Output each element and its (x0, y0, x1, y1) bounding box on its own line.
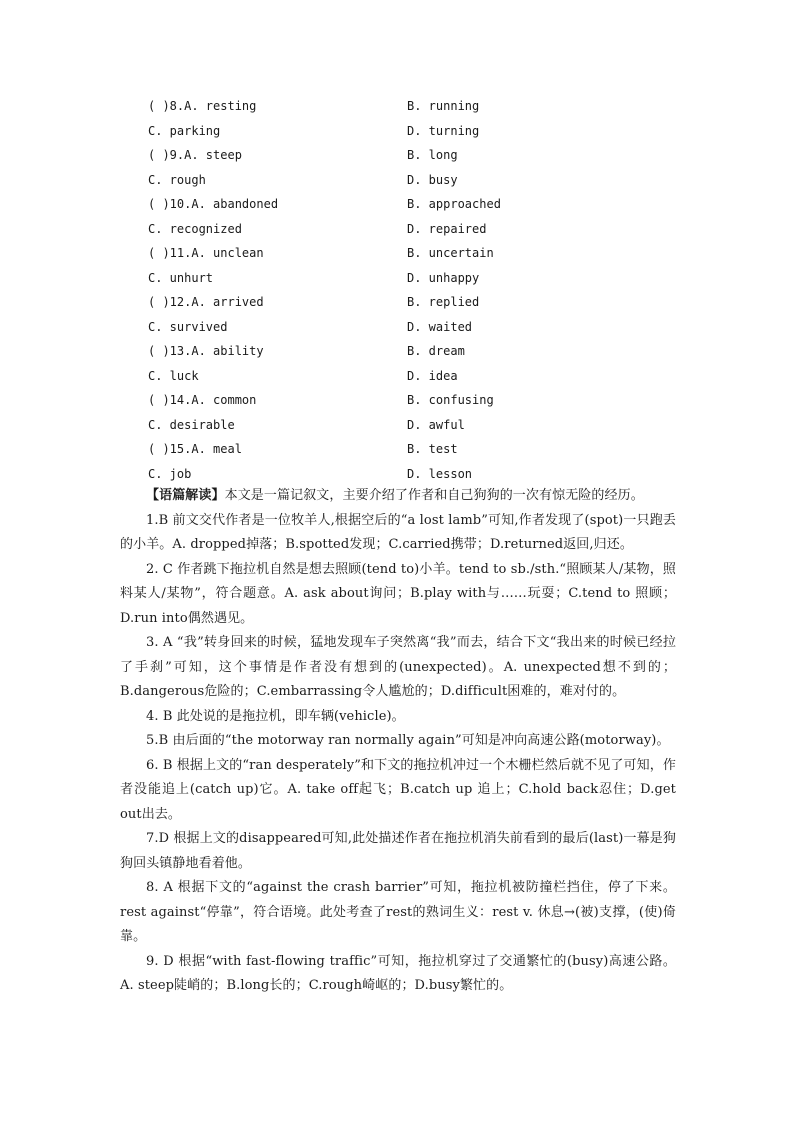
option-left: ( )9.A. steep (148, 148, 242, 162)
option-left: ( )14.A. common (148, 393, 257, 407)
analysis-item: 7.D 根据上文的disappeared可知,此处描述作者在拖拉机消失前看到的最后(last)一幕是狗狗回头镇静地看着他。 (120, 831, 676, 871)
option-right: D. busy (407, 172, 458, 187)
analysis-title: 【语篇解读】 (146, 488, 225, 503)
option-right: D. idea (407, 368, 458, 383)
option-left: ( )13.A. ability (148, 344, 264, 358)
option-row (148, 145, 688, 170)
option-left: C. luck (148, 368, 199, 383)
option-left: ( )12.A. arrived (148, 295, 264, 309)
option-row (148, 219, 688, 244)
answer-options (148, 96, 688, 488)
option-row (148, 292, 688, 317)
option-right: D. waited (407, 319, 473, 334)
option-right: B. long (407, 148, 458, 162)
option-left: C. job (148, 466, 192, 481)
passage-analysis (120, 484, 676, 999)
option-right: B. replied (407, 295, 480, 309)
option-right: B. uncertain (407, 246, 494, 260)
option-right: B. approached (407, 197, 501, 211)
option-left: ( )10.A. abandoned (148, 197, 279, 211)
option-right: B. running (407, 99, 480, 113)
analysis-item: 3. A “我”转身回来的时候，猛地发现车子突然离“我”而去，结合下文“我出来的时候已经拉了手刹”可知，这个事情是作者没有想到的(unexpected)。A. unexpected想不到的；B.dangerous危险的；C.embarrassing令人尴尬的；D.difficult困难的，难对付的。 (120, 635, 676, 699)
option-left: C. parking (148, 123, 221, 138)
analysis-item: 5.B 由后面的“the motorway ran normally again”可知是冲向高速公路(motorway)。 (146, 733, 670, 748)
option-row (148, 268, 688, 293)
option-left: ( )15.A. meal (148, 442, 242, 456)
option-right: B. dream (407, 344, 465, 358)
option-right: D. awful (407, 417, 465, 432)
option-right: B. confusing (407, 393, 494, 407)
option-row (148, 121, 688, 146)
option-row (148, 317, 688, 342)
option-row (148, 96, 688, 121)
option-right: B. test (407, 442, 458, 456)
option-row (148, 194, 688, 219)
option-row (148, 341, 688, 366)
option-row (148, 366, 688, 391)
option-row (148, 439, 688, 464)
option-left: ( )11.A. unclean (148, 246, 264, 260)
analysis-item: 1.B 前文交代作者是一位牧羊人,根据空后的“a lost lamb”可知,作者发现了(spot)一只跑丢的小羊。A. dropped掉落；B.spotted发现；C.carried携带；D.returned返回,归还。 (120, 512, 676, 552)
option-row (148, 390, 688, 415)
option-left: ( )8.A. resting (148, 99, 257, 113)
option-left: C. survived (148, 319, 228, 334)
analysis-item: 8. A 根据下文的“against the crash barrier”可知，拖拉机被防撞栏挡住，停了下来。rest against“停靠”，符合语境。此处考查了rest的熟词生义：rest v. 休息→(被)支撑，(使)倚靠。 (120, 880, 676, 944)
option-left: C. recognized (148, 221, 242, 236)
option-right: D. repaired (407, 221, 487, 236)
analysis-item: 9. D 根据“with fast-flowing traffic”可知，拖拉机穿过了交通繁忙的(busy)高速公路。A. steep陡峭的；B.long长的；C.rough崎岖的；D.busy繁忙的。 (120, 953, 676, 993)
option-right: D. unhappy (407, 270, 480, 285)
option-right: D. lesson (407, 466, 473, 481)
analysis-item: 2. C 作者跳下拖拉机自然是想去照顾(tend to)小羊。tend to sb./sth.“照顾某人/某物，照料某人/某物”，符合题意。A. ask about询问；B.play with与……玩耍；C.tend to 照顾；D.run into偶然遇见。 (120, 561, 676, 626)
analysis-item: 6. B 根据上文的“ran desperately”和下文的拖拉机冲过一个木栅栏然后就不见了可知，作者没能追上(catch up)它。A. take off起飞；B.catch up 追上；C.hold back忍住；D.get out出去。 (120, 757, 676, 822)
option-left: C. unhurt (148, 270, 214, 285)
option-left: C. rough (148, 172, 206, 187)
option-row (148, 415, 688, 440)
analysis-summary: 本文是一篇记叙文，主要介绍了作者和自己狗狗的一次有惊无险的经历。 (224, 488, 644, 503)
analysis-item: 4. B 此处说的是拖拉机，即车辆(vehicle)。 (146, 708, 405, 724)
option-right: D. turning (407, 123, 480, 138)
option-row (148, 243, 688, 268)
option-row (148, 170, 688, 195)
option-left: C. desirable (148, 417, 235, 432)
analysis-header (120, 484, 676, 509)
